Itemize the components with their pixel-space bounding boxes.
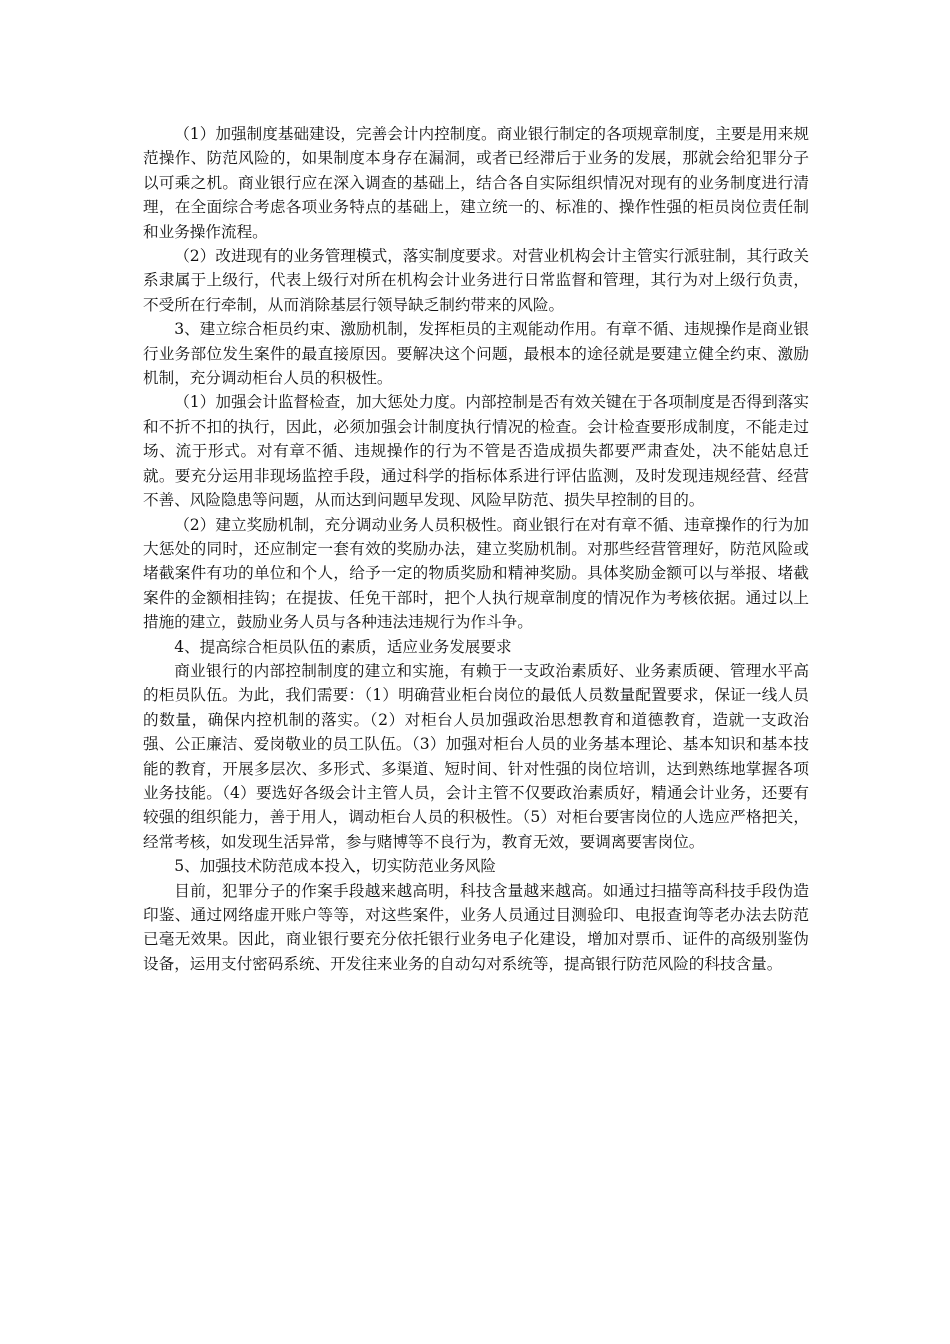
heading-4-teller-quality: 4、提高综合柜员队伍的素质，适应业务发展要求: [174, 637, 512, 656]
document-body: [143, 122, 809, 976]
paragraph-6-teller-team: 商业银行的内部控制制度的建立和实施，有赖于一支政治素质好、业务素质硬、管理水平高的柜员队伍。为此，我们需要：（1）明确营业柜台岗位的最低人员数量配置要求，保证一线人员的数量，确保内控机制的落实。（2）对柜台人员加强政治思想教育和道德教育，造就一支政治强、公正廉洁、爱岗敬业的员工队伍。（3）加强对柜台人员的业务基本理论、基本知识和基本技能的教育，开展多层次、多形式、多渠道、短时间、针对性强的岗位培训，达到熟练地掌握各项业务技能。（4）要选好各级会计主管人员，会计主管不仅要政治素质好，精通会计业务，还要有较强的组织能力，善于用人，调动柜台人员的积极性。（5）对柜台要害岗位的人选应严格把关，经常考核，如发现生活异常，参与赌博等不良行为，教育无效，要调离要害岗位。: [143, 661, 809, 851]
paragraph-5-reward-mechanism: （2）建立奖励机制，充分调动业务人员积极性。商业银行在对有章不循、违章操作的行为加大惩处的同时，还应制定一套有效的奖励办法，建立奖励机制。对那些经营管理好，防范风险或堵截案件有功的单位和个人，给予一定的物质奖励和精神奖励。具体奖励金额可以与举报、堵截案件的金额相挂钩；在提拔、任免干部时，把个人执行规章制度的情况作为考核依据。通过以上措施的建立，鼓励业务人员与各种违法违规行为作斗争。: [143, 515, 809, 632]
paragraph-1-strengthen-system: （1）加强制度基础建设，完善会计内控制度。商业银行制定的各项规章制度，主要是用来规范操作、防范风险的，如果制度本身存在漏洞，或者已经滞后于业务的发展，那就会给犯罪分子以可乘之机。商业银行应在深入调查的基础上，结合各自实际组织情况对现有的业务制度进行清理，在全面综合考虑各项业务特点的基础上，建立统一的、标准的、操作性强的柜员岗位责任制和业务操作流程。: [143, 125, 809, 241]
paragraph-7-technology: 目前，犯罪分子的作案手段越来越高明，科技含量越来越高。如通过扫描等高科技手段伪造印鉴、通过网络虚开账户等等，对这些案件，业务人员通过目测验印、电报查询等老办法去防范已毫无效果。因此，商业银行要充分依托银行业务电子化建设，增加对票币、证件的高级别鉴伪设备，运用支付密码系统、开发往来业务的自动勾对系统等，提高银行防范风险的科技含量。: [143, 881, 809, 973]
paragraph-3-constraint-incentive: 3、建立综合柜员约束、激励机制，发挥柜员的主观能动作用。有章不循、违规操作是商业银行业务部位发生案件的最直接原因。要解决这个问题，最根本的途径就是要建立健全约束、激励机制，充分调动柜台人员的积极性。: [143, 320, 809, 388]
heading-5-technical-prevention: 5、加强技术防范成本投入，切实防范业务风险: [174, 857, 496, 876]
paragraph-4-supervision: （1）加强会计监督检查，加大惩处力度。内部控制是否有效关键在于各项制度是否得到落实和不折不扣的执行，因此，必须加强会计制度执行情况的检查。会计检查要形成制度，不能走过场、流于形式。对有章不循、违规操作的行为不管是否造成损失都要严肃查处，决不能姑息迁就。要充分运用非现场监控手段，通过科学的指标体系进行评估监测，及时发现违规经营、经营不善、风险隐患等问题，从而达到问题早发现、风险早防范、损失早控制的目的。: [143, 393, 809, 510]
paragraph-2-improve-management: （2）改进现有的业务管理模式，落实制度要求。对营业机构会计主管实行派驻制，其行政关系隶属于上级行，代表上级行对所在机构会计业务进行日常监督和管理，其行为对上级行负责，不受所在行牵制，从而消除基层行领导缺乏制约带来的风险。: [143, 247, 809, 314]
